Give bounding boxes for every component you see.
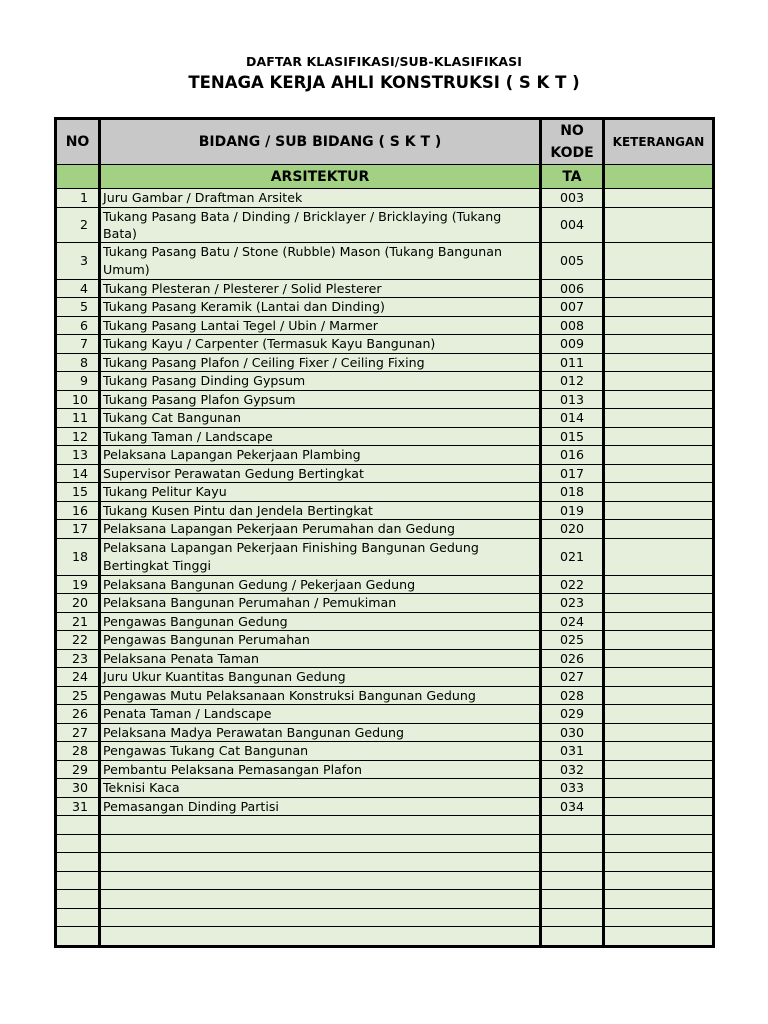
row-bidang-name: Juru Ukur Kuantitas Bangunan Gedung	[100, 668, 541, 687]
empty-table-row	[56, 816, 714, 835]
header-kode	[541, 119, 604, 165]
row-number: 21	[56, 612, 100, 631]
row-number: 24	[56, 668, 100, 687]
row-number: 7	[56, 335, 100, 354]
table-row	[56, 353, 714, 372]
row-keterangan	[604, 520, 714, 539]
header-kode-line1: NO	[560, 123, 584, 139]
header-no: NO	[56, 119, 100, 165]
empty-cell	[100, 853, 541, 872]
row-bidang-name: Juru Gambar / Draftman Arsitek	[100, 189, 541, 208]
empty-cell	[604, 834, 714, 853]
row-keterangan	[604, 575, 714, 594]
table-row	[56, 631, 714, 650]
table-row	[56, 189, 714, 208]
empty-cell	[541, 816, 604, 835]
row-bidang-name: Tukang Cat Bangunan	[100, 409, 541, 428]
row-number: 3	[56, 242, 100, 279]
row-keterangan	[604, 760, 714, 779]
table-row	[56, 464, 714, 483]
table-row	[56, 372, 714, 391]
row-code: 026	[541, 649, 604, 668]
table-row	[56, 594, 714, 613]
row-code: 003	[541, 189, 604, 208]
row-number: 6	[56, 316, 100, 335]
row-number: 2	[56, 207, 100, 242]
row-bidang-name: Teknisi Kaca	[100, 779, 541, 798]
row-keterangan	[604, 390, 714, 409]
row-code: 012	[541, 372, 604, 391]
row-keterangan	[604, 797, 714, 816]
empty-table-row	[56, 908, 714, 927]
row-number: 17	[56, 520, 100, 539]
table-row	[56, 668, 714, 687]
empty-table-row	[56, 871, 714, 890]
row-keterangan	[604, 686, 714, 705]
row-keterangan	[604, 207, 714, 242]
row-bidang-name: Tukang Taman / Landscape	[100, 427, 541, 446]
empty-cell	[100, 834, 541, 853]
row-keterangan	[604, 668, 714, 687]
row-number: 29	[56, 760, 100, 779]
row-keterangan	[604, 483, 714, 502]
table-row	[56, 705, 714, 724]
row-code: 004	[541, 207, 604, 242]
empty-cell	[56, 853, 100, 872]
empty-cell	[56, 908, 100, 927]
row-number: 16	[56, 501, 100, 520]
row-keterangan	[604, 189, 714, 208]
row-code: 032	[541, 760, 604, 779]
empty-cell	[56, 816, 100, 835]
empty-cell	[541, 834, 604, 853]
section-row	[56, 165, 714, 189]
row-code: 027	[541, 668, 604, 687]
row-number: 20	[56, 594, 100, 613]
empty-cell	[604, 908, 714, 927]
row-code: 013	[541, 390, 604, 409]
row-keterangan	[604, 353, 714, 372]
row-number: 26	[56, 705, 100, 724]
row-code: 031	[541, 742, 604, 761]
row-code: 006	[541, 279, 604, 298]
row-code: 009	[541, 335, 604, 354]
empty-cell	[604, 853, 714, 872]
empty-cell	[604, 890, 714, 909]
row-number: 10	[56, 390, 100, 409]
row-code: 021	[541, 538, 604, 575]
empty-cell	[541, 853, 604, 872]
row-code: 034	[541, 797, 604, 816]
row-number: 30	[56, 779, 100, 798]
row-code: 023	[541, 594, 604, 613]
table-row	[56, 298, 714, 317]
table-row	[56, 760, 714, 779]
row-number: 25	[56, 686, 100, 705]
section-name: ARSITEKTUR	[100, 165, 541, 189]
empty-cell	[541, 890, 604, 909]
row-keterangan	[604, 723, 714, 742]
empty-cell	[100, 871, 541, 890]
empty-cell	[604, 927, 714, 947]
row-keterangan	[604, 631, 714, 650]
row-code: 024	[541, 612, 604, 631]
row-code: 017	[541, 464, 604, 483]
row-number: 15	[56, 483, 100, 502]
row-code: 025	[541, 631, 604, 650]
empty-cell	[541, 908, 604, 927]
empty-table-row	[56, 890, 714, 909]
row-bidang-name: Pengawas Mutu Pelaksanaan Konstruksi Bangunan Gedung	[100, 686, 541, 705]
row-keterangan	[604, 335, 714, 354]
row-keterangan	[604, 649, 714, 668]
row-keterangan	[604, 409, 714, 428]
row-bidang-name: Pelaksana Penata Taman	[100, 649, 541, 668]
row-keterangan	[604, 427, 714, 446]
empty-cell	[604, 816, 714, 835]
row-code: 019	[541, 501, 604, 520]
empty-cell	[56, 927, 100, 947]
row-number: 12	[56, 427, 100, 446]
row-bidang-name: Pelaksana Bangunan Gedung / Pekerjaan Gedung	[100, 575, 541, 594]
row-bidang-name: Tukang Pasang Batu / Stone (Rubble) Mason (Tukang Bangunan Umum)	[100, 242, 541, 279]
row-keterangan	[604, 705, 714, 724]
row-bidang-name: Pengawas Tukang Cat Bangunan	[100, 742, 541, 761]
row-keterangan	[604, 316, 714, 335]
skt-classification-table	[54, 117, 715, 948]
row-bidang-name: Pengawas Bangunan Gedung	[100, 612, 541, 631]
section-code: TA	[541, 165, 604, 189]
row-code: 015	[541, 427, 604, 446]
empty-cell	[541, 927, 604, 947]
row-bidang-name: Pelaksana Lapangan Pekerjaan Finishing Bangunan Gedung Bertingkat Tinggi	[100, 538, 541, 575]
row-bidang-name: Tukang Kayu / Carpenter (Termasuk Kayu Bangunan)	[100, 335, 541, 354]
row-code: 030	[541, 723, 604, 742]
section-no-cell	[56, 165, 100, 189]
row-code: 028	[541, 686, 604, 705]
row-bidang-name: Pelaksana Bangunan Perumahan / Pemukiman	[100, 594, 541, 613]
table-row	[56, 207, 714, 242]
table-row	[56, 409, 714, 428]
row-number: 27	[56, 723, 100, 742]
row-bidang-name: Pembantu Pelaksana Pemasangan Plafon	[100, 760, 541, 779]
row-code: 033	[541, 779, 604, 798]
row-bidang-name: Tukang Pasang Dinding Gypsum	[100, 372, 541, 391]
table-row	[56, 742, 714, 761]
empty-cell	[100, 816, 541, 835]
row-code: 007	[541, 298, 604, 317]
table-header-row	[56, 119, 714, 165]
table-row	[56, 686, 714, 705]
header-kode-line2: KODE	[550, 145, 594, 161]
row-bidang-name: Pengawas Bangunan Perumahan	[100, 631, 541, 650]
empty-table-row	[56, 834, 714, 853]
row-code: 011	[541, 353, 604, 372]
empty-cell	[56, 834, 100, 853]
table-row	[56, 723, 714, 742]
row-code: 020	[541, 520, 604, 539]
table-row	[56, 520, 714, 539]
row-number: 22	[56, 631, 100, 650]
row-bidang-name: Pelaksana Lapangan Pekerjaan Perumahan dan Gedung	[100, 520, 541, 539]
header-keterangan: KETERANGAN	[604, 119, 714, 165]
empty-cell	[56, 890, 100, 909]
table-row	[56, 649, 714, 668]
row-code: 008	[541, 316, 604, 335]
row-code: 018	[541, 483, 604, 502]
row-keterangan	[604, 779, 714, 798]
empty-cell	[604, 871, 714, 890]
table-row	[56, 612, 714, 631]
row-keterangan	[604, 464, 714, 483]
row-keterangan	[604, 594, 714, 613]
empty-table-row	[56, 927, 714, 947]
row-bidang-name: Tukang Pasang Plafon / Ceiling Fixer / Ceiling Fixing	[100, 353, 541, 372]
empty-table-row	[56, 853, 714, 872]
row-code: 022	[541, 575, 604, 594]
row-keterangan	[604, 501, 714, 520]
row-code: 016	[541, 446, 604, 465]
row-number: 11	[56, 409, 100, 428]
table-row	[56, 279, 714, 298]
table-row	[56, 335, 714, 354]
row-keterangan	[604, 742, 714, 761]
row-keterangan	[604, 538, 714, 575]
row-number: 1	[56, 189, 100, 208]
row-code: 014	[541, 409, 604, 428]
document-title: TENAGA KERJA AHLI KONSTRUKSI ( S K T )	[188, 73, 580, 92]
table-row	[56, 797, 714, 816]
row-bidang-name: Pemasangan Dinding Partisi	[100, 797, 541, 816]
row-code: 005	[541, 242, 604, 279]
row-code: 029	[541, 705, 604, 724]
section-keterangan-cell	[604, 165, 714, 189]
row-keterangan	[604, 279, 714, 298]
row-bidang-name: Supervisor Perawatan Gedung Bertingkat	[100, 464, 541, 483]
row-bidang-name: Pelaksana Lapangan Pekerjaan Plambing	[100, 446, 541, 465]
row-bidang-name: Tukang Pasang Bata / Dinding / Bricklayer / Bricklaying (Tukang Bata)	[100, 207, 541, 242]
row-number: 14	[56, 464, 100, 483]
empty-cell	[541, 871, 604, 890]
row-bidang-name: Tukang Pasang Lantai Tegel / Ubin / Marmer	[100, 316, 541, 335]
row-bidang-name: Tukang Kusen Pintu dan Jendela Bertingkat	[100, 501, 541, 520]
header-bidang: BIDANG / SUB BIDANG ( S K T )	[100, 119, 541, 165]
row-bidang-name: Tukang Pelitur Kayu	[100, 483, 541, 502]
table-row	[56, 427, 714, 446]
empty-cell	[100, 908, 541, 927]
row-keterangan	[604, 298, 714, 317]
row-keterangan	[604, 612, 714, 631]
row-bidang-name: Tukang Pasang Keramik (Lantai dan Dinding)	[100, 298, 541, 317]
row-number: 23	[56, 649, 100, 668]
row-bidang-name: Pelaksana Madya Perawatan Bangunan Gedung	[100, 723, 541, 742]
row-number: 13	[56, 446, 100, 465]
table-row	[56, 316, 714, 335]
row-number: 5	[56, 298, 100, 317]
row-bidang-name: Tukang Plesteran / Plesterer / Solid Plesterer	[100, 279, 541, 298]
row-number: 31	[56, 797, 100, 816]
table-row	[56, 501, 714, 520]
table-row	[56, 390, 714, 409]
document-subtitle: DAFTAR KLASIFIKASI/SUB-KLASIFIKASI	[246, 54, 522, 69]
table-row	[56, 779, 714, 798]
row-number: 19	[56, 575, 100, 594]
row-number: 9	[56, 372, 100, 391]
table-row	[56, 483, 714, 502]
empty-cell	[100, 890, 541, 909]
row-number: 8	[56, 353, 100, 372]
table-row	[56, 446, 714, 465]
table-row	[56, 575, 714, 594]
row-keterangan	[604, 446, 714, 465]
row-bidang-name: Penata Taman / Landscape	[100, 705, 541, 724]
row-number: 18	[56, 538, 100, 575]
row-number: 4	[56, 279, 100, 298]
row-keterangan	[604, 242, 714, 279]
row-bidang-name: Tukang Pasang Plafon Gypsum	[100, 390, 541, 409]
table-row	[56, 242, 714, 279]
table-row	[56, 538, 714, 575]
empty-cell	[56, 871, 100, 890]
empty-cell	[100, 927, 541, 947]
row-number: 28	[56, 742, 100, 761]
row-keterangan	[604, 372, 714, 391]
